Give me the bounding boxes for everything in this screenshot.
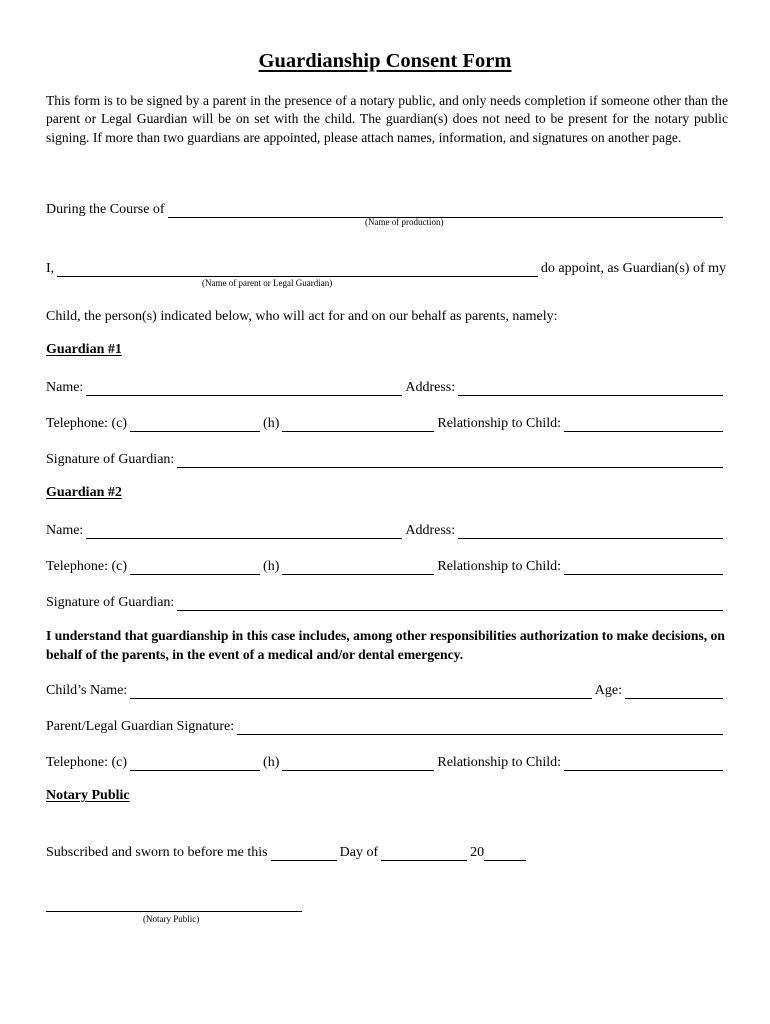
guardian2-signature-field[interactable] — [177, 596, 723, 611]
age-field[interactable] — [625, 684, 723, 699]
notary-caption: (Notary Public) — [143, 914, 200, 924]
guardian1-relationship-label: Relationship to Child: — [437, 416, 562, 431]
guardian2-signature-row — [46, 591, 726, 611]
guardian1-name-row — [46, 376, 726, 396]
guardian1-signature-row — [46, 448, 726, 468]
appoint-row — [46, 257, 726, 277]
parent-signature-label: Parent/Legal Guardian Signature: — [46, 719, 235, 734]
parent-signature-row — [46, 715, 726, 735]
day-of-label: Day of — [339, 845, 379, 860]
sworn-month-field[interactable] — [381, 846, 467, 861]
parent-phone-row — [46, 751, 726, 771]
guardian2-relationship-field[interactable] — [564, 560, 723, 575]
guardian1-name-field[interactable] — [86, 381, 402, 396]
parent-name-field[interactable] — [57, 262, 538, 277]
guardian2-relationship-label: Relationship to Child: — [437, 559, 562, 574]
guardian1-signature-field[interactable] — [177, 453, 723, 468]
parent-relationship-field[interactable] — [564, 756, 723, 771]
parent-signature-field[interactable] — [237, 720, 723, 735]
i-label: I, — [46, 261, 55, 276]
childs-name-label: Child’s Name: — [46, 683, 128, 698]
guardian1-cell-label: Telephone: (c) — [46, 416, 128, 431]
guardian1-phone-row — [46, 412, 726, 432]
production-caption: (Name of production) — [365, 217, 444, 227]
guardian1-cell-field[interactable] — [130, 417, 260, 432]
guardian1-signature-label: Signature of Guardian: — [46, 452, 175, 467]
production-name-field[interactable] — [168, 203, 723, 218]
guardian1-address-label: Address: — [405, 380, 456, 395]
guardian1-name-label: Name: — [46, 380, 84, 395]
parent-relationship-label: Relationship to Child: — [437, 755, 562, 770]
guardian1-address-field[interactable] — [458, 381, 723, 396]
guardian2-name-row — [46, 519, 726, 539]
guardian2-name-field[interactable] — [86, 524, 402, 539]
child-name-row — [46, 679, 726, 699]
consent-statement: I understand that guardianship in this case includes, among other responsibilities authorization to make decisions, on behalf of the parents, in the event of a medical and/or dental emergency. — [46, 628, 725, 662]
guardian2-signature-label: Signature of Guardian: — [46, 595, 175, 610]
intro-paragraph: This form is to be signed by a parent in the presence of a notary public, and only needs completion if someone other than the parent or Legal Guardian will be on set with the child. The guardian(s) does not need to be present for the notary public signing. If more than two guardians are appointed, please attach names, information, and signatures on another page. — [46, 93, 728, 145]
course-label: During the Course of — [46, 202, 165, 217]
notary-signature-line[interactable] — [46, 911, 302, 912]
notary-heading: Notary Public — [46, 788, 130, 803]
year-prefix: 20 — [470, 845, 485, 860]
guardian2-home-field[interactable] — [282, 560, 434, 575]
guardian2-name-label: Name: — [46, 523, 84, 538]
guardian1-relationship-field[interactable] — [564, 417, 723, 432]
production-row — [46, 198, 726, 218]
guardian2-home-label: (h) — [263, 559, 280, 574]
appoint-text: do appoint, as Guardian(s) of my — [540, 261, 726, 276]
sworn-day-field[interactable] — [271, 846, 337, 861]
parent-home-field[interactable] — [282, 756, 434, 771]
child-sentence-row — [46, 305, 726, 325]
age-label: Age: — [594, 683, 622, 698]
guardian1-heading: Guardian #1 — [46, 342, 122, 357]
child-sentence: Child, the person(s) indicated below, who will act for and on our behalf as parents, namely: — [46, 309, 558, 324]
parent-cell-field[interactable] — [130, 756, 260, 771]
sworn-row — [46, 841, 566, 861]
parent-cell-label: Telephone: (c) — [46, 755, 128, 770]
guardian1-home-field[interactable] — [282, 417, 434, 432]
parent-home-label: (h) — [263, 755, 280, 770]
guardian2-cell-label: Telephone: (c) — [46, 559, 128, 574]
guardian2-phone-row — [46, 555, 726, 575]
guardian2-heading: Guardian #2 — [46, 485, 122, 500]
form-title: Guardianship Consent Form — [258, 50, 512, 72]
sworn-year-field[interactable] — [484, 846, 526, 861]
guardian2-address-label: Address: — [405, 523, 456, 538]
guardian2-address-field[interactable] — [458, 524, 723, 539]
guardian2-cell-field[interactable] — [130, 560, 260, 575]
sworn-text: Subscribed and sworn to before me this — [46, 845, 268, 860]
parent-caption: (Name of parent or Legal Guardian) — [202, 278, 333, 288]
childs-name-field[interactable] — [130, 684, 592, 699]
guardian1-home-label: (h) — [263, 416, 280, 431]
